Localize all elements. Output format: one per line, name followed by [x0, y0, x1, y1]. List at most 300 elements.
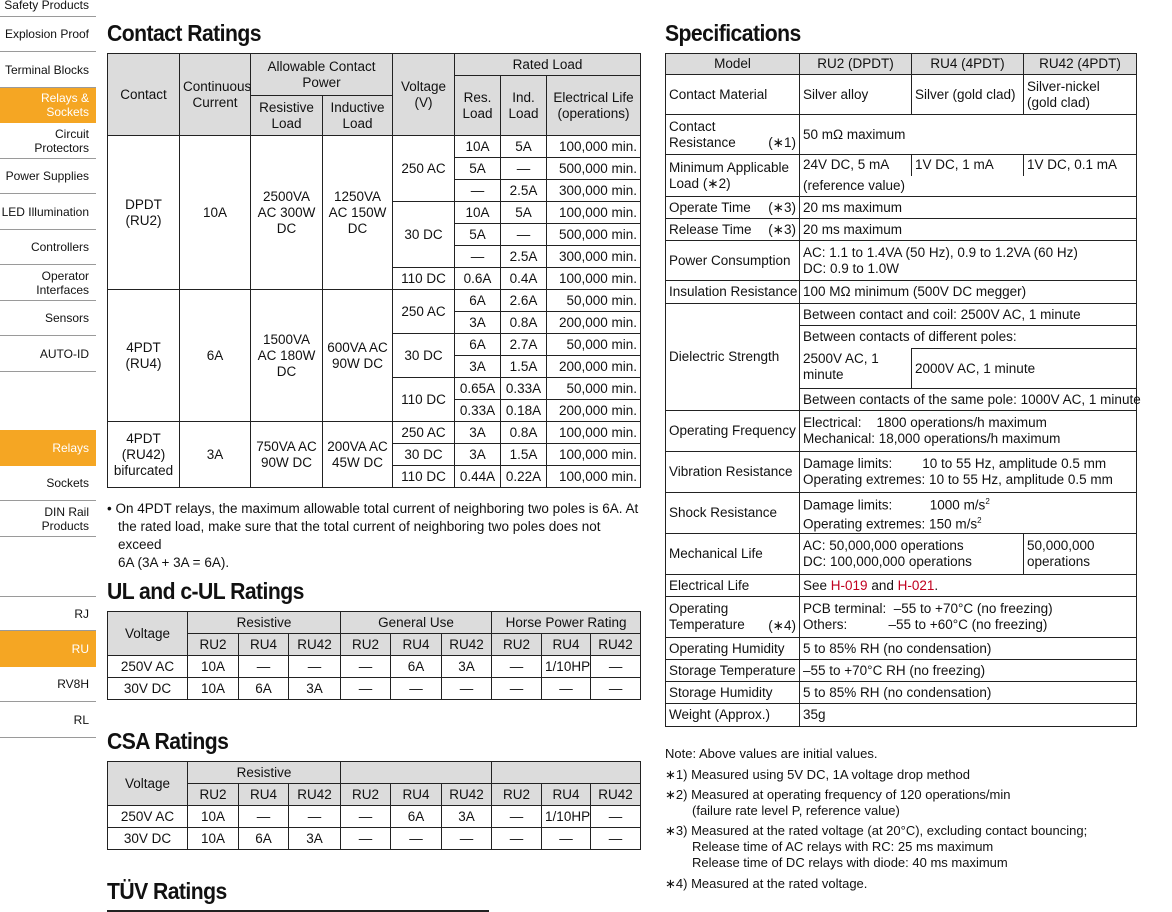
- cell: 100,000 min.: [547, 136, 641, 158]
- table-row: [108, 136, 641, 158]
- cell: 200,000 min.: [547, 312, 641, 334]
- line: Others: –55 to +60°C (no freezing): [803, 617, 1048, 632]
- spec-label: Electrical Life: [666, 575, 800, 597]
- header-model: RU42: [442, 784, 492, 806]
- nav-explosion-proof[interactable]: [0, 17, 96, 52]
- label-ref: (∗2): [702, 175, 731, 191]
- nav-din-rail-products[interactable]: [0, 501, 96, 537]
- cell-voltage: 30V DC: [108, 678, 188, 700]
- cell: 6A: [391, 656, 442, 678]
- note-line: Release time of AC relays with RC: 25 ms maximum: [692, 839, 994, 854]
- cell: —: [341, 806, 391, 828]
- cell: 3A: [442, 656, 492, 678]
- cell: 0.65A: [455, 378, 501, 400]
- cell: [800, 452, 1137, 493]
- header-model: RU4: [391, 784, 442, 806]
- nav-label: Safety Products: [4, 0, 89, 12]
- header-ru42: RU42 (4PDT): [1024, 54, 1137, 75]
- cell-voltage: 250V AC: [108, 806, 188, 828]
- cell-voltage: 30 DC: [393, 202, 455, 268]
- spec-label: Shock Resistance: [666, 493, 800, 534]
- cell: —: [492, 806, 542, 828]
- label-ref: (∗3): [768, 221, 796, 237]
- header-ru2: RU2 (DPDT): [800, 54, 912, 75]
- nav-label: Controllers: [30, 240, 89, 254]
- header-model: RU42: [289, 634, 341, 656]
- table-row: [666, 411, 1137, 452]
- table-row: [666, 597, 1137, 638]
- header-allowable-power: Allowable Contact Power: [251, 54, 393, 96]
- nav-label: Terminal Blocks: [4, 62, 89, 77]
- cell: 200,000 min.: [547, 400, 641, 422]
- contact-ratings-table: [107, 53, 641, 488]
- nav-label: Power Supplies: [5, 169, 89, 183]
- header-model: RU2: [492, 634, 542, 656]
- table-row: [108, 828, 641, 850]
- cell: 100 MΩ minimum (500V DC megger): [800, 281, 1137, 304]
- cell-voltage: 110 DC: [393, 378, 455, 422]
- line: AC: 1.1 to 1.4VA (50 Hz), 0.9 to 1.2VA (60 Hz): [803, 244, 1078, 260]
- table-row: [666, 304, 1137, 326]
- note-line: (failure rate level P, reference value): [692, 803, 900, 818]
- cell-current: 10A: [180, 136, 251, 290]
- header-model: RU2: [188, 634, 239, 656]
- label-ref: (∗3): [768, 199, 796, 215]
- spec-label: Contact Material: [666, 75, 800, 115]
- cell: 0.18A: [501, 400, 547, 422]
- cell: —: [239, 806, 289, 828]
- cell: Between contacts of the same pole: 1000V AC, 1 minute: [800, 389, 1137, 411]
- cell: 10A: [188, 828, 239, 850]
- table-row: [666, 452, 1137, 493]
- cell-current: 3A: [180, 422, 251, 488]
- cell: 1/10HP: [542, 656, 591, 678]
- spec-notes: [665, 746, 1165, 892]
- table-row: [666, 281, 1137, 304]
- cell: —: [501, 158, 547, 180]
- header-model: RU2: [188, 784, 239, 806]
- cell: 300,000 min.: [547, 246, 641, 268]
- cell: —: [455, 246, 501, 268]
- nav-operator-interfaces[interactable]: [0, 265, 96, 301]
- side-navigation: [0, 0, 96, 912]
- header-ind-load: Ind. Load: [501, 76, 547, 136]
- spec-label: [666, 115, 800, 155]
- cell: 10A: [188, 678, 239, 700]
- label-text: Operating Temperature: [669, 601, 745, 632]
- line: Operating extremes: 150 m/s: [803, 516, 978, 532]
- cell: 300,000 min.: [547, 180, 641, 202]
- link-h019[interactable]: H-019: [830, 577, 868, 593]
- cell: 0.8A: [501, 422, 547, 444]
- nav-rj[interactable]: [0, 596, 96, 631]
- cell: Silver alloy: [800, 75, 912, 115]
- cell-inductive: 200VA AC 45W DC: [323, 422, 393, 488]
- line: PCB terminal: –55 to +70°C (no freezing): [803, 601, 1053, 616]
- cell: 0.8A: [501, 312, 547, 334]
- table-row: [666, 115, 1137, 155]
- cell: 3A: [289, 828, 341, 850]
- header-contact: Contact: [108, 54, 180, 136]
- table-row: [666, 241, 1137, 281]
- label-text: Contact Resistance: [669, 118, 736, 150]
- note-line: ∗1) Measured using 5V DC, 1A voltage drop method: [665, 767, 971, 782]
- csa-ratings-title: CSA Ratings: [107, 728, 229, 754]
- nav-label: Explosion Proof: [4, 27, 89, 41]
- label-text: Minimum Applicable Load: [669, 159, 790, 191]
- cell-resistive: 1500VA AC 180W DC: [251, 290, 323, 422]
- cell: —: [492, 828, 542, 850]
- spec-label: Power Consumption: [666, 241, 800, 281]
- cell: 1V DC, 1 mA: [912, 155, 1024, 176]
- spec-label: Storage Humidity: [666, 682, 800, 704]
- contact-ratings-title: Contact Ratings: [107, 20, 261, 46]
- cell: 100,000 min.: [547, 202, 641, 224]
- cell: 100,000 min.: [547, 466, 641, 488]
- spec-label: Dielectric Strength: [666, 304, 800, 411]
- spec-label: Operating Humidity: [666, 638, 800, 660]
- cell: —: [391, 828, 442, 850]
- cell: 6A: [391, 806, 442, 828]
- line: Operating extremes: 10 to 55 Hz, amplitude 0.5 mm: [803, 472, 1113, 487]
- cell: Silver-nickel (gold clad): [1024, 75, 1137, 115]
- spec-label: [666, 155, 800, 197]
- cell: —: [501, 224, 547, 246]
- cell: 10A: [455, 202, 501, 224]
- cell: 20 ms maximum: [800, 197, 1137, 219]
- spec-label: [666, 219, 800, 241]
- nav-label: Sockets: [46, 476, 89, 490]
- cell-resistive: 2500VA AC 300W DC: [251, 136, 323, 290]
- nav-relays[interactable]: [0, 430, 96, 466]
- spec-label: Storage Temperature: [666, 660, 800, 682]
- header-horse-power: Horse Power Rating: [492, 612, 641, 634]
- cell-voltage: 250 AC: [393, 136, 455, 202]
- header-resistive: Resistive: [188, 762, 341, 784]
- cell: Between contacts of different poles:: [800, 326, 1137, 349]
- cell: 1V DC, 0.1 mA: [1024, 155, 1137, 176]
- nav-terminal-blocks[interactable]: [0, 52, 96, 88]
- cell: 3A: [455, 356, 501, 378]
- cell: 50,000 min.: [547, 290, 641, 312]
- note-line: • On 4PDT relays, the maximum allowable total current of neighboring two poles is 6A. At: [107, 501, 639, 516]
- cell: 6A: [455, 290, 501, 312]
- cell: 1.5A: [501, 444, 547, 466]
- cell-inductive: 1250VA AC 150W DC: [323, 136, 393, 290]
- cell: —: [391, 678, 442, 700]
- cell-voltage: 30 DC: [393, 334, 455, 378]
- cell-inductive: 600VA AC 90W DC: [323, 290, 393, 422]
- cell: (reference value): [800, 176, 1137, 197]
- cell-voltage: 30 DC: [393, 444, 455, 466]
- cell-voltage: 250V AC: [108, 656, 188, 678]
- cell: 50,000 min.: [547, 378, 641, 400]
- header-model: RU42: [591, 784, 641, 806]
- cell: —: [341, 828, 391, 850]
- header-continuous-current: Continuous Current: [180, 54, 251, 136]
- cell: 24V DC, 5 mA: [800, 155, 912, 176]
- cell: 5A: [455, 158, 501, 180]
- superscript: 2: [985, 496, 990, 506]
- label-text: Release Time: [669, 221, 752, 237]
- ul-ratings-table: [107, 611, 641, 700]
- line: Damage limits: 1000 m/s: [803, 497, 986, 512]
- table-row: [108, 422, 641, 444]
- nav-circuit-protectors[interactable]: [0, 123, 96, 159]
- line: DC: 0.9 to 1.0W: [803, 260, 900, 276]
- header-resistive: Resistive: [188, 612, 341, 634]
- header-model: Model: [666, 54, 800, 75]
- nav-sensors[interactable]: [0, 301, 96, 336]
- nav-label: Relays & Sockets: [40, 91, 89, 119]
- nav-rv8h[interactable]: [0, 667, 96, 702]
- spec-label: Mechanical Life: [666, 534, 800, 575]
- header-voltage: Voltage: [108, 762, 188, 806]
- nav-relays-sockets[interactable]: [0, 88, 96, 123]
- cell-voltage: 30V DC: [108, 828, 188, 850]
- cell: —: [455, 180, 501, 202]
- spec-label: [666, 597, 800, 638]
- note-line: ∗4) Measured at the rated voltage.: [665, 876, 868, 891]
- header-ru4: RU4 (4PDT): [912, 54, 1024, 75]
- nav-label: LED Illumination: [1, 204, 89, 219]
- line: Electrical: 1800 operations/h maximum: [803, 415, 1047, 430]
- cell: 3A: [455, 312, 501, 334]
- cell: —: [591, 828, 641, 850]
- cell: [800, 534, 1024, 575]
- header-general-use: General Use: [341, 612, 492, 634]
- cell: —: [289, 806, 341, 828]
- cell: —: [542, 828, 591, 850]
- cell: 500,000 min.: [547, 224, 641, 246]
- contact-note: [107, 500, 640, 572]
- nav-label: Operator Interfaces: [36, 268, 89, 297]
- cell: 1.5A: [501, 356, 547, 378]
- nav-sockets[interactable]: [0, 466, 96, 501]
- cell-resistive: 750VA AC 90W DC: [251, 422, 323, 488]
- cell: 2000V AC, 1 minute: [912, 349, 1137, 389]
- note-line: the rated load, make sure that the total current of neighboring two poles does not exceed: [118, 519, 601, 552]
- cell: 1/10HP: [542, 806, 591, 828]
- csa-ratings-table: [107, 761, 641, 850]
- cell: 50 mΩ maximum: [800, 115, 1137, 155]
- cell: —: [341, 678, 391, 700]
- cell: 5 to 85% RH (no condensation): [800, 682, 1137, 704]
- cell: 6A: [455, 334, 501, 356]
- nav-safety-products[interactable]: [0, 0, 96, 17]
- note-line: Release time of DC relays with diode: 40 ms maximum: [692, 855, 1008, 870]
- table-row: [108, 290, 641, 312]
- cell: 20 ms maximum: [800, 219, 1137, 241]
- nav-label: Sensors: [44, 311, 89, 325]
- link-h021[interactable]: H-021: [897, 577, 935, 593]
- header-electrical-life: Electrical Life (operations): [547, 76, 641, 136]
- cell: —: [542, 678, 591, 700]
- cell-voltage: 110 DC: [393, 268, 455, 290]
- cell-voltage: 110 DC: [393, 466, 455, 488]
- table-row: [108, 678, 641, 700]
- cell: —: [492, 656, 542, 678]
- nav-label: RJ: [74, 606, 89, 621]
- table-row: [666, 197, 1137, 219]
- cell: [800, 241, 1137, 281]
- ul-ratings-title: UL and c-UL Ratings: [107, 578, 304, 604]
- cell: 2.6A: [501, 290, 547, 312]
- nav-label: RU: [71, 641, 89, 656]
- cell: —: [591, 806, 641, 828]
- cell: 10A: [188, 656, 239, 678]
- header-model: RU4: [542, 634, 591, 656]
- note-line: 6A (3A + 3A = 6A).: [118, 555, 230, 570]
- cell-contact: 4PDT (RU4): [108, 290, 180, 422]
- nav-label: RL: [73, 712, 89, 727]
- cell: 3A: [455, 422, 501, 444]
- cell: 500,000 min.: [547, 158, 641, 180]
- cell: 200,000 min.: [547, 356, 641, 378]
- cell: 2.5A: [501, 180, 547, 202]
- cell: 0.33A: [501, 378, 547, 400]
- table-row: [666, 219, 1137, 241]
- header-model: RU2: [492, 784, 542, 806]
- spec-label: [666, 197, 800, 219]
- cell: 0.6A: [455, 268, 501, 290]
- nav-label: AUTO-ID: [39, 346, 89, 361]
- label-text: Operate Time: [669, 199, 751, 215]
- nav-label: Relays: [52, 440, 89, 455]
- header-voltage: Voltage: [108, 612, 188, 656]
- header-resistive-load: Resistive Load: [251, 96, 323, 136]
- cell: 100,000 min.: [547, 268, 641, 290]
- table-row: [108, 806, 641, 828]
- cell: —: [591, 678, 641, 700]
- cell: —: [289, 656, 341, 678]
- specifications-title: Specifications: [665, 20, 801, 46]
- cell: —: [341, 656, 391, 678]
- header-res-load: Res. Load: [455, 76, 501, 136]
- header-model: RU2: [341, 634, 391, 656]
- header-model: RU42: [289, 784, 341, 806]
- note-line: Note: Above values are initial values.: [665, 746, 878, 761]
- cell: 100,000 min.: [547, 422, 641, 444]
- header-inductive-load: Inductive Load: [323, 96, 393, 136]
- text: and: [867, 577, 898, 593]
- superscript: 2: [977, 516, 982, 525]
- cell-voltage: 250 AC: [393, 290, 455, 334]
- header-empty: [341, 762, 492, 784]
- cell: 50,000 min.: [547, 334, 641, 356]
- cell-contact: DPDT (RU2): [108, 136, 180, 290]
- text: .: [934, 577, 939, 593]
- header-voltage: Voltage (V): [393, 54, 455, 136]
- cell: 2.5A: [501, 246, 547, 268]
- nav-label: Circuit Protectors: [34, 126, 89, 155]
- cell: —: [442, 828, 492, 850]
- table-row: [108, 656, 641, 678]
- cell: 10A: [455, 136, 501, 158]
- header-rated-load: Rated Load: [455, 54, 641, 76]
- cell: 5 to 85% RH (no condensation): [800, 638, 1137, 660]
- cell: —: [442, 678, 492, 700]
- table-row: [666, 682, 1137, 704]
- text: See: [803, 577, 831, 593]
- cell: 0.44A: [455, 466, 501, 488]
- cell: 10A: [188, 806, 239, 828]
- cell: —: [239, 656, 289, 678]
- cell: 35g: [800, 704, 1137, 727]
- nav-ru[interactable]: [0, 631, 96, 667]
- nav-auto-id[interactable]: [0, 336, 96, 372]
- table-row: [666, 575, 1137, 597]
- tuv-ratings-title: TÜV Ratings: [107, 878, 227, 904]
- cell: [800, 411, 1137, 452]
- cell: 5A: [501, 136, 547, 158]
- nav-rl[interactable]: [0, 702, 96, 738]
- cell: 3A: [442, 806, 492, 828]
- note-line: ∗3) Measured at the rated voltage (at 20°C), excluding contact bouncing;: [665, 823, 1088, 838]
- table-row: [666, 155, 1137, 176]
- table-row: [666, 493, 1137, 534]
- label-ref: (∗1): [768, 135, 796, 150]
- cell: 3A: [289, 678, 341, 700]
- line: Damage limits: 10 to 55 Hz, amplitude 0.5 mm: [803, 456, 1107, 471]
- cell: –55 to +70°C RH (no freezing): [800, 660, 1137, 682]
- cell: 2500V AC, 1 minute: [800, 349, 912, 389]
- cell: 6A: [239, 678, 289, 700]
- table-row: [666, 638, 1137, 660]
- cell: 0.33A: [455, 400, 501, 422]
- nav-led-illumination[interactable]: [0, 194, 96, 230]
- table-row: [666, 704, 1137, 727]
- cell: 2.7A: [501, 334, 547, 356]
- spec-label: Operating Frequency: [666, 411, 800, 452]
- header-model: RU4: [542, 784, 591, 806]
- cell: 50,000,000 operations: [1024, 534, 1137, 575]
- cell: —: [591, 656, 641, 678]
- line: DC: 100,000,000 operations: [803, 554, 972, 569]
- nav-label: DIN Rail Products: [41, 504, 89, 533]
- line: AC: 50,000,000 operations: [803, 538, 964, 553]
- cell: Between contact and coil: 2500V AC, 1 minute: [800, 304, 1137, 326]
- table-row: [666, 534, 1137, 575]
- cell: [800, 597, 1137, 638]
- cell: [800, 493, 1137, 534]
- cell: 5A: [455, 224, 501, 246]
- line: Mechanical: 18,000 operations/h maximum: [803, 431, 1061, 446]
- header-model: RU42: [591, 634, 641, 656]
- header-model: RU42: [442, 634, 492, 656]
- cell-current: 6A: [180, 290, 251, 422]
- cell: 3A: [455, 444, 501, 466]
- cell: Silver (gold clad): [912, 75, 1024, 115]
- header-model: RU4: [239, 634, 289, 656]
- spec-label: Insulation Resistance: [666, 281, 800, 304]
- cell-voltage: 250 AC: [393, 422, 455, 444]
- spec-label: Weight (Approx.): [666, 704, 800, 727]
- cell: 5A: [501, 202, 547, 224]
- header-empty: [492, 762, 641, 784]
- header-model: RU4: [239, 784, 289, 806]
- header-model: RU2: [341, 784, 391, 806]
- spec-label: Vibration Resistance: [666, 452, 800, 493]
- cell: —: [492, 678, 542, 700]
- label-ref: (∗4): [768, 618, 796, 633]
- nav-controllers[interactable]: [0, 230, 96, 265]
- nav-power-supplies[interactable]: [0, 159, 96, 194]
- cell: 100,000 min.: [547, 444, 641, 466]
- specifications-table: [665, 53, 1141, 727]
- cell: 0.4A: [501, 268, 547, 290]
- header-model: RU4: [391, 634, 442, 656]
